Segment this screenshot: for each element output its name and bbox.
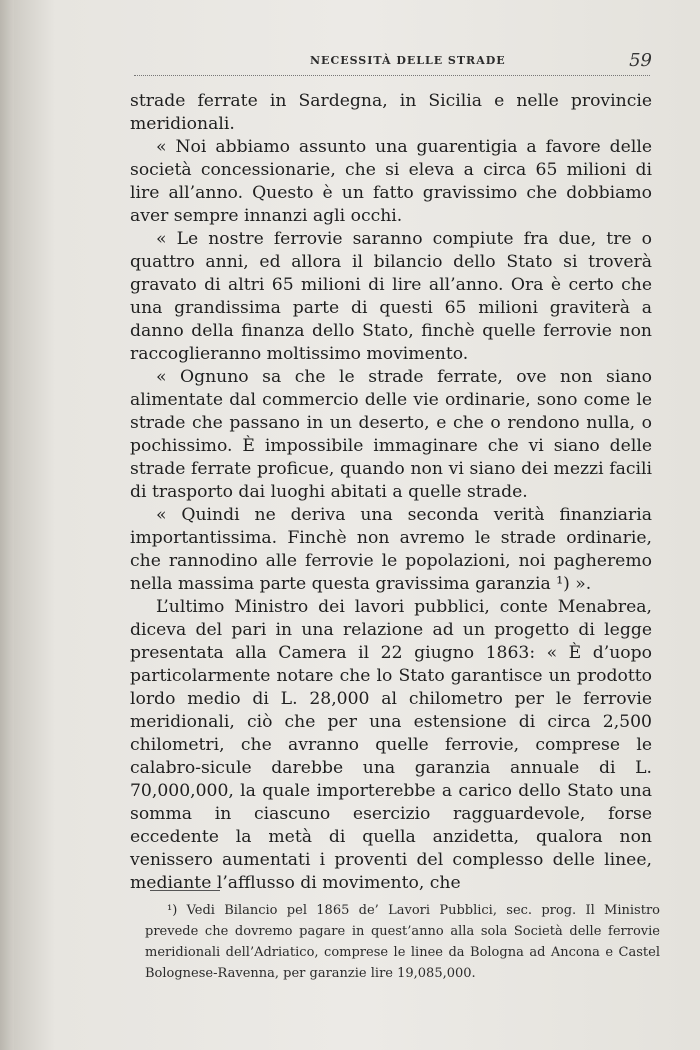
paragraph: « Le nostre ferrovie saranno compiute fra due, tre o quattro anni, ed allora il bilancio dello Stato si troverà gravato di altri 65 milioni di lire all’anno. Ora è certo che una grandissima parte di questi 65 milioni graviterà a danno della finanza dello Stato, finchè quelle ferrovie non raccoglieranno moltissimo movimento.: [130, 229, 652, 364]
book-spine-shadow: [0, 0, 14, 1050]
page-header: [120, 50, 660, 76]
page-number: 59: [629, 50, 652, 71]
running-title: NECESSITÀ DELLE STRADE: [310, 54, 506, 67]
body-text: [130, 90, 652, 895]
paragraph: strade ferrate in Sardegna, in Sicilia e nelle provincie meridionali.: [130, 91, 652, 134]
header-rule: [134, 75, 650, 76]
paragraph: L’ultimo Ministro dei lavori pubblici, conte Menabrea, diceva del pari in una relazione ad un progetto di legge presentata alla Camera il 22 giugno 1863: « È d’uopo particolarmente notare che lo Stato garantisce un prodotto lordo medio di L. 28,000 al chilometro per le ferrovie meridionali, ciò che per una estensione di circa 2,500 chilometri, che avranno quelle ferrovie, comprese le calabro-sicule darebbe una garanzia annuale di L. 70,000,000, la quale importerebbe a carico dello Stato una somma in ciascuno esercizio ragguardevole, forse eccedente la metà di quella anzidetta, qualora non venissero aumentati i proventi del complesso delle linee, mediante l’afflusso di movimento, che: [130, 597, 652, 893]
footnote-rule: [150, 890, 220, 891]
paragraph: « Ognuno sa che le strade ferrate, ove non siano alimentate dal commercio delle vie ordinarie, sono come le strade che passano in un deserto, e che o rendono nulla, o pochissimo. È impossibile immaginare che vi siano delle strade ferrate proficue, quando non vi siano dei mezzi facili di trasporto dai luoghi abitati a quelle strade.: [130, 367, 652, 502]
paragraph: « Quindi ne deriva una seconda verità finanziaria importantissima. Finchè non avremo le strade ordinarie, che rannodino alle ferrovie le popolazioni, noi pagheremo nella massima parte questa gravissima garanzia ¹) ».: [130, 505, 652, 594]
footnote: ¹) Vedi Bilancio pel 1865 de’ Lavori Pubblici, sec. prog. Il Ministro prevede che dovremo pagare in quest’anno alla sola Società delle ferrovie meridionali dell’Adriatico, comprese le linee da Bologna ad Ancona e Castel Bolognese-Ravenna, per garanzie lire 19,085,000.: [145, 903, 660, 981]
paragraph: « Noi abbiamo assunto una guarentigia a favore delle società concessionarie, che si eleva a circa 65 milioni di lire all’anno. Questo è un fatto gravissimo che dobbiamo aver sempre innanzi agli occhi.: [130, 137, 652, 226]
